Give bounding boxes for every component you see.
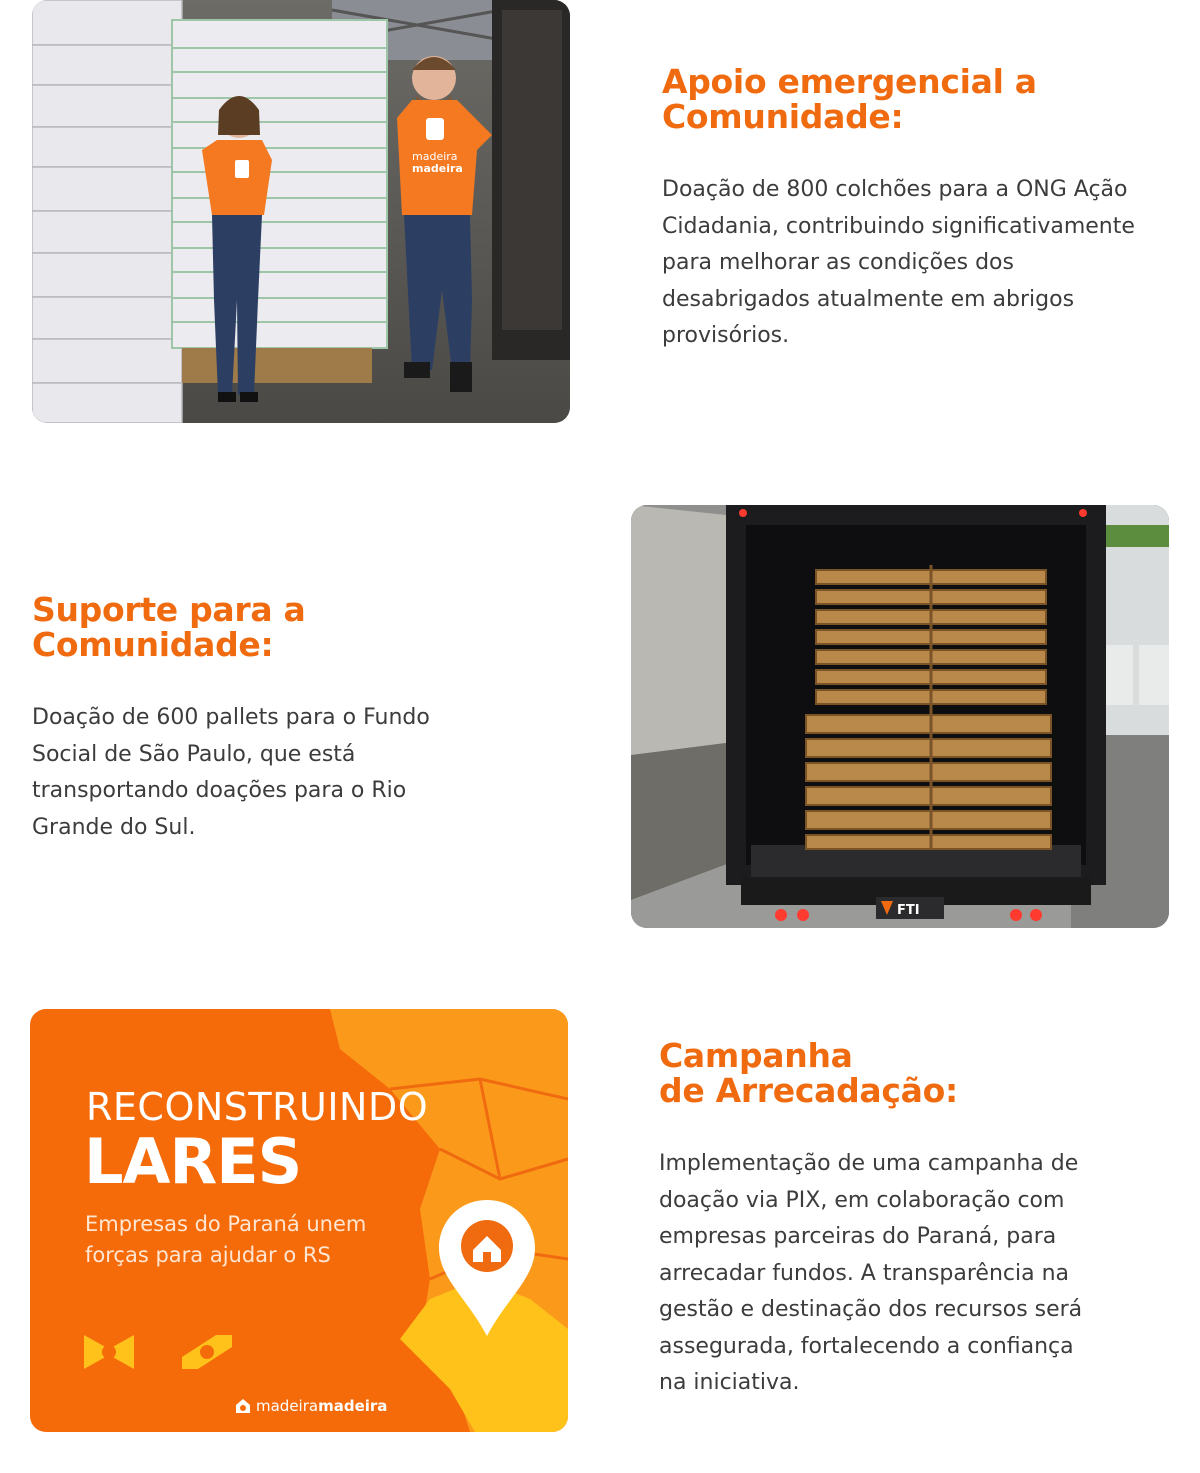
section3-description [659, 1146, 1082, 1402]
section3-description-line: arrecadar fundos. A transparência na [659, 1260, 1069, 1286]
campaign-heading-small: RECONSTRUINDO [86, 1085, 429, 1129]
section2-title-line: Suporte para a [32, 590, 306, 629]
section3-title [659, 1038, 958, 1108]
photo-pallet-truck [631, 505, 1169, 928]
section3-title-line: de Arrecadação: [659, 1071, 958, 1110]
section2-description [32, 700, 430, 846]
mattress-warehouse-illustration [32, 0, 570, 423]
rio-grande-do-sul-flag-icon [182, 1335, 232, 1369]
section3-description-line: empresas parceiras do Paraná, para [659, 1224, 1057, 1249]
truck-plate-text: FTI [897, 903, 920, 918]
section2-description-line: Grande do Sul. [32, 814, 196, 840]
section3-description-line: doação via PIX, em colaboração com [659, 1187, 1065, 1213]
shirt-logo-line-2: madeira [412, 162, 463, 175]
madeiramadeira-logo [234, 1397, 387, 1415]
campaign-subtitle [85, 1209, 366, 1271]
madeiramadeira-logo-icon [234, 1397, 252, 1415]
section1-description-line: provisórios. [662, 323, 790, 348]
parana-flag-icon [84, 1335, 134, 1369]
section2-description-line: Doação de 600 pallets para o Fundo [32, 705, 430, 730]
campaign-subtitle-line: Empresas do Paraná unem [85, 1212, 367, 1236]
section1-title-line: Apoio emergencial a [662, 62, 1037, 101]
logo-text-bold: madeira [318, 1397, 388, 1415]
section3-description-line: Implementação de uma campanha de [659, 1151, 1079, 1176]
section2-description-line: Social de São Paulo, que está [32, 741, 356, 767]
section1-description [662, 172, 1135, 355]
section3-description-line: na iniciativa. [659, 1370, 800, 1395]
section1-title [662, 64, 1037, 134]
campaign-card-reconstruindo-lares [30, 1009, 568, 1432]
section3-description-line: gestão e destinação dos recursos será [659, 1297, 1083, 1322]
section1-description-line: para melhorar as condições dos [662, 250, 1014, 275]
section3-title-line: Campanha [659, 1036, 853, 1075]
section1-title-line: Comunidade: [662, 97, 904, 136]
section3-description-line: assegurada, fortalecendo a confiança [659, 1333, 1074, 1359]
section1-description-line: Doação de 800 colchões para a ONG Ação [662, 177, 1128, 202]
map-pin-icon [437, 1198, 537, 1338]
campaign-subtitle-line: forças para ajudar o RS [85, 1243, 331, 1267]
section2-title [32, 592, 305, 662]
photo-mattress-donation [32, 0, 570, 423]
shirt-logo-line-1: madeira [412, 150, 458, 163]
campaign-heading-big: LARES [84, 1125, 302, 1198]
logo-text-light: madeira [256, 1397, 319, 1415]
truck-pallets-illustration [631, 505, 1169, 928]
section1-description-line: desabrigados atualmente em abrigos [662, 286, 1075, 312]
section2-description-line: transportando doações para o Rio [32, 778, 407, 803]
section1-description-line: Cidadania, contribuindo significativamente [662, 213, 1135, 239]
section2-title-line: Comunidade: [32, 625, 274, 664]
